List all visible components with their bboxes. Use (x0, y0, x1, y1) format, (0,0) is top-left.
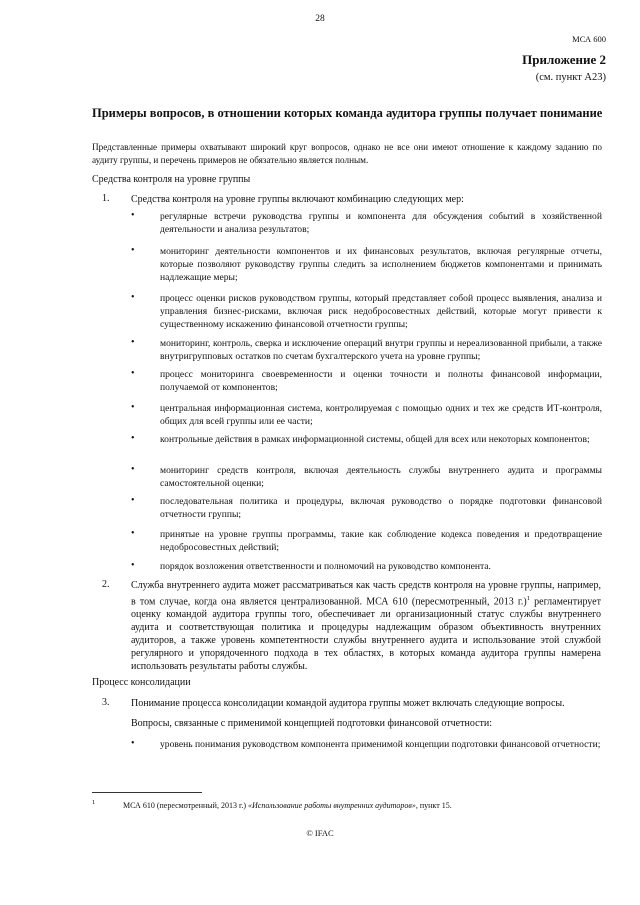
list-item: уровень понимания руководством компонента применимой концепции подготовки финансовой отчетности; (160, 739, 601, 750)
bullet-marker: • (131, 210, 135, 221)
item-number: 2. (102, 579, 110, 590)
copyright-footer: © IFAC (306, 828, 334, 838)
page-number: 28 (315, 14, 325, 24)
paragraph-reference: (см. пункт A23) (535, 72, 606, 83)
item-text-internal-audit (131, 579, 601, 673)
section-title-group-controls: Средства контроля на уровне группы (92, 174, 251, 185)
list-item: регулярные встречи руководства группы и компонента для обсуждения событий в хозяйственной деятельности и анализа результатов; (160, 211, 602, 235)
item-number: 3. (102, 697, 110, 708)
bullet-marker: • (131, 433, 135, 444)
section-title-consolidation: Процесс консолидации (92, 677, 191, 688)
bullet-marker: • (131, 245, 135, 256)
item-text-part: регламентирует оценку командой аудитора группы того, обеспечивает ли организационный статус службы внутреннего аудита и соответствующая политика и процедуры надлежащим образом объективность внутренних аудиторов, а также уровень компетентности службы внутреннего аудита и использование этой службой регулярного и упорядоченного подхода в тех областях, в которых команда аудитора группы намерена использовать результаты работы службы. (131, 596, 601, 673)
list-item: процесс мониторинга своевременности и оценки точности и полноты финансовой информации, получаемой от компонентов; (160, 369, 602, 393)
document-id: МСА 600 (572, 34, 606, 44)
footnote-part: , пункт 15. (415, 801, 452, 810)
item-text: Средства контроля на уровне группы включают комбинацию следующих мер: (131, 194, 464, 205)
subheading: Вопросы, связанные с применимой концепцией подготовки финансовой отчетности: (131, 718, 493, 729)
footnote-mark: 1 (92, 799, 96, 806)
footnote-text (123, 801, 452, 810)
list-item: принятые на уровне группы программы, такие как соблюдение кодекса поведения и предотвращение недобросовестных действий; (160, 529, 602, 553)
list-item: процесс оценки рисков руководством группы, который представляет собой процесс выявления, анализа и управления бизнес-рисками, включая риск недобросовестных действий, которые могут привести к существенному искажению финансовой отчетности группы; (160, 293, 602, 330)
list-item: мониторинг, контроль, сверка и исключение операций внутри группы и нереализованной прибыли, а также внутригрупповых остатков по счетам бухгалтерского учета на уровне группы; (160, 338, 602, 362)
bullet-marker: • (131, 560, 135, 571)
list-item: последовательная политика и процедуры, включая руководство о порядке подготовки финансовой отчетности группы; (160, 496, 602, 520)
footnote-title: «Использование работы внутренних аудиторов» (248, 801, 416, 810)
footnote-part: МСА 610 (пересмотренный, 2013 г.) (123, 801, 248, 810)
bullet-marker: • (131, 402, 135, 413)
bullet-marker: • (131, 495, 135, 506)
list-item: порядок возложения ответственности и полномочий на руководство компонента. (160, 561, 491, 572)
list-item: центральная информационная система, контролируемая с помощью одних и тех же средств ИТ-контроля, общих для всей группы или ее части; (160, 403, 602, 427)
item-text: Понимание процесса консолидации командой аудитора группы может включать следующие вопросы. (131, 698, 565, 709)
list-item: контрольные действия в рамках информационной системы, общей для всех или некоторых компонентов; (160, 434, 590, 445)
footnote-ref: 1 (526, 595, 530, 602)
bullet-marker: • (131, 337, 135, 348)
bullet-marker: • (131, 368, 135, 379)
bullet-marker: • (131, 464, 135, 475)
item-text-part: Служба внутреннего аудита может рассматриваться как часть средств контроля на уровне группы, например, в том случае, когда она является централизованной. МСА 610 (пересмотренный, 2013 г.) (131, 580, 601, 608)
list-item: мониторинг средств контроля, включая деятельность службы внутреннего аудита и программы самостоятельной оценки; (160, 465, 602, 489)
bullet-marker: • (131, 292, 135, 303)
item-number: 1. (102, 193, 110, 204)
page-heading: Примеры вопросов, в отношении которых команда аудитора группы получает понимание (92, 106, 603, 120)
footnote-divider (92, 792, 202, 793)
bullet-marker: • (131, 738, 135, 749)
appendix-title: Приложение 2 (522, 52, 606, 67)
list-item: мониторинг деятельности компонентов и их финансовых результатов, включая регулярные отчеты, которые позволяют руководству группы следить за исполнением бюджетов компонентами и принимать надлежащие меры; (160, 246, 602, 283)
bullet-marker: • (131, 528, 135, 539)
intro-paragraph: Представленные примеры охватывают широкий круг вопросов, однако не все они имеют отношение к каждому заданию по аудиту группы, и перечень примеров не обязательно является полным. (92, 142, 602, 165)
